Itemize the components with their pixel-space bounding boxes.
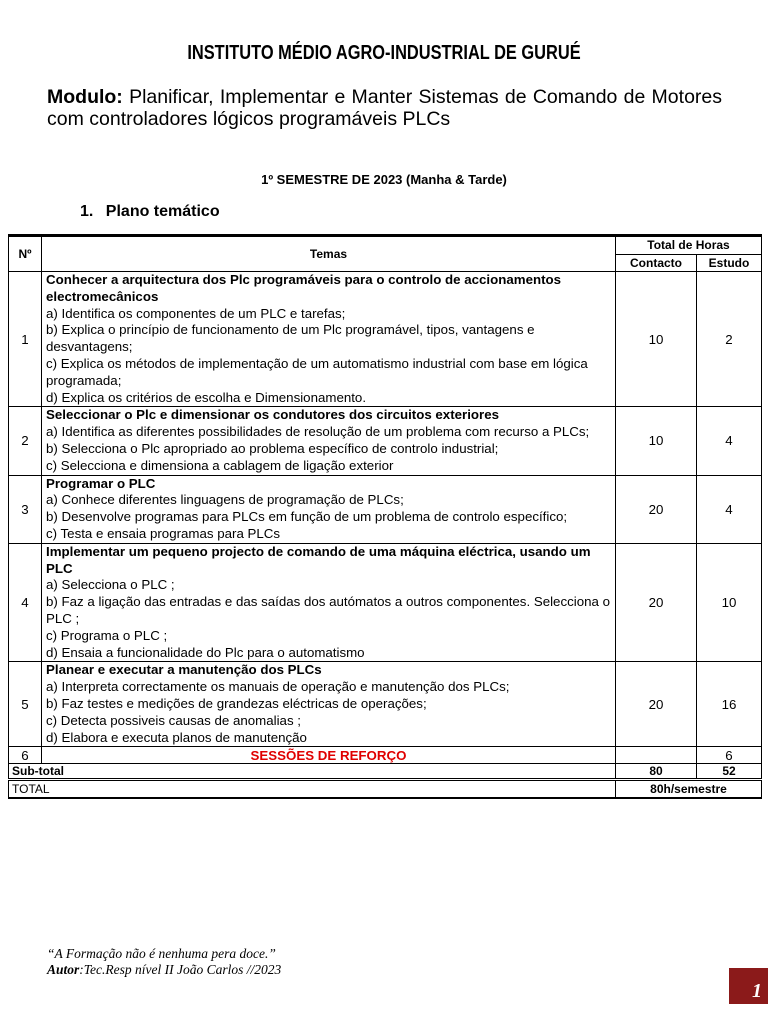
table-header-row — [9, 236, 762, 255]
total-label: TOTAL — [9, 780, 616, 799]
row-number: 1 — [9, 272, 42, 407]
theme-item: a) Identifica as diferentes possibilidades de resolução de um problema com recurso a PLCs; — [46, 424, 590, 440]
row-theme — [42, 272, 616, 407]
theme-title: Planear e executar a manutenção dos PLCs — [46, 662, 322, 678]
col-num-header: Nº — [9, 236, 42, 272]
row-estudo: 16 — [697, 662, 762, 747]
row-estudo: 4 — [697, 407, 762, 475]
row-theme — [42, 543, 616, 662]
reforco-row — [9, 747, 762, 764]
author-label: Autor — [47, 962, 80, 977]
theme-item: c) Explica os métodos de implementação de um automatismo industrial com base em lógica programada; — [46, 355, 588, 388]
subtotal-row — [9, 764, 762, 780]
row-number: 2 — [9, 407, 42, 475]
row-contacto — [616, 747, 697, 764]
theme-item: d) Explica os critérios de escolha e Dimensionamento. — [46, 389, 367, 405]
row-theme — [42, 407, 616, 475]
module-label: Modulo: — [47, 86, 123, 108]
institute-title: INSTITUTO MÉDIO AGRO-INDUSTRIAL DE GURUÉ — [187, 42, 581, 64]
row-estudo: 4 — [697, 475, 762, 543]
page-number: 1 — [752, 980, 762, 1002]
footer-author — [47, 962, 281, 978]
theme-item: c) Selecciona e dimensiona a cablagem de ligação exterior — [46, 457, 394, 473]
theme-item: c) Testa e ensaia programas para PLCs — [46, 525, 281, 541]
table-row — [9, 272, 762, 407]
table-row — [9, 662, 762, 747]
row-theme — [42, 475, 616, 543]
row-estudo: 10 — [697, 543, 762, 662]
theme-title: Seleccionar o Plc e dimensionar os condutores dos circuitos exteriores — [46, 407, 499, 423]
row-number: 6 — [9, 747, 42, 764]
page-underline — [729, 1003, 768, 1004]
section-title: Plano temático — [105, 203, 220, 220]
theme-title: Conhecer a arquitectura dos Plc programáveis para o controlo de accionamentos electromecânicos — [46, 272, 562, 304]
row-estudo: 2 — [697, 272, 762, 407]
theme-item: a) Selecciona o PLC ; — [46, 577, 175, 593]
section-heading — [80, 203, 220, 221]
theme-item: b) Faz testes e medições de grandezas eléctricas de operações; — [46, 695, 427, 711]
semester-heading: 1º SEMESTRE DE 2023 (Manha & Tarde) — [261, 172, 507, 187]
theme-item: d) Ensaia a funcionalidade do Plc para o automatismo — [46, 644, 365, 660]
row-contacto: 20 — [616, 662, 697, 747]
col-contacto-header: Contacto — [616, 254, 697, 272]
theme-item: a) Identifica os componentes de um PLC e tarefas; — [46, 305, 346, 321]
theme-item: b) Faz a ligação das entradas e das saídas dos autómatos a outros componentes. Selecciona o PLC ; — [46, 594, 610, 626]
row-contacto: 10 — [616, 407, 697, 475]
col-estudo-header: Estudo — [697, 254, 762, 272]
row-estudo: 6 — [697, 747, 762, 764]
theme-item: b) Explica o princípio de funcionamento de um Plc programável, tipos, vantagens e desvantagens; — [46, 322, 535, 355]
row-theme — [42, 662, 616, 747]
theme-item: a) Interpreta correctamente os manuais de operação e manutenção dos PLCs; — [46, 679, 510, 695]
row-number: 5 — [9, 662, 42, 747]
subtotal-label: Sub-total — [9, 764, 616, 780]
thematic-plan-table — [8, 234, 762, 799]
row-number: 3 — [9, 475, 42, 543]
col-temas-header: Temas — [42, 236, 616, 272]
table-row — [9, 543, 762, 662]
theme-title: Implementar um pequeno projecto de comando de uma máquina eléctrica, usando um PLC — [46, 543, 591, 576]
total-value: 80h/semestre — [616, 780, 762, 799]
page-number-box — [729, 968, 768, 1004]
col-total-horas-header: Total de Horas — [616, 236, 762, 255]
table-row — [9, 407, 762, 475]
reforco-label: SESSÕES DE REFORÇO — [42, 747, 616, 764]
theme-item: b) Desenvolve programas para PLCs em função de um problema de controlo específico; — [46, 509, 568, 525]
subtotal-estudo: 52 — [697, 764, 762, 780]
theme-item: b) Selecciona o Plc apropriado ao problema específico de controlo industrial; — [46, 440, 499, 456]
table-row — [9, 475, 762, 543]
theme-title: Programar o PLC — [46, 475, 156, 491]
module-description — [47, 86, 722, 130]
footer — [47, 946, 281, 978]
row-contacto: 10 — [616, 272, 697, 407]
theme-item: d) Elabora e executa planos de manutenção — [46, 729, 307, 745]
footer-quote: “A Formação não é nenhuma pera doce.” — [47, 946, 276, 961]
total-row — [9, 780, 762, 799]
subtotal-contacto: 80 — [616, 764, 697, 780]
row-contacto: 20 — [616, 475, 697, 543]
module-text: Planificar, Implementar e Manter Sistemas de Comando de Motores com controladores lógicos programáveis PLCs — [47, 86, 722, 130]
section-number: 1. — [80, 203, 94, 220]
theme-item: a) Conhece diferentes linguagens de programação de PLCs; — [46, 492, 404, 508]
row-number: 4 — [9, 543, 42, 662]
author-text: :Tec.Resp nível II João Carlos //2023 — [79, 962, 282, 977]
row-contacto: 20 — [616, 543, 697, 662]
theme-item: c) Detecta possiveis causas de anomalias ; — [46, 712, 301, 728]
theme-item: c) Programa o PLC ; — [46, 627, 168, 643]
